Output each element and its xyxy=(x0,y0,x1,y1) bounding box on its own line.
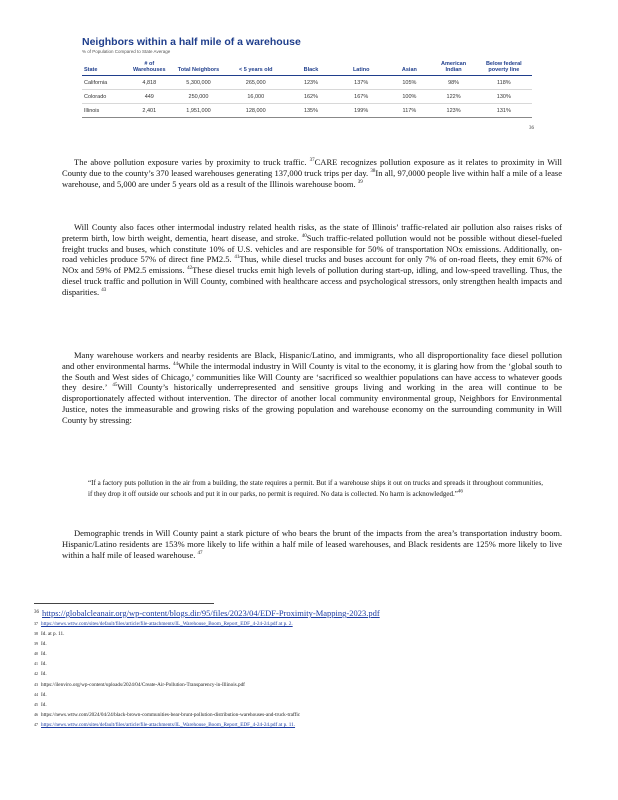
footnote-text: Id. xyxy=(41,661,47,668)
table-cell: 98% xyxy=(431,76,475,90)
footnote-item xyxy=(34,607,594,619)
text-run: In all, 97,0000 people live within half a mile of a lease warehouse, and 5,000 are under 5 years old as a result of the Illinois warehouse boom. xyxy=(62,167,562,189)
paragraph-text xyxy=(62,157,562,189)
footnote-ref: 41 xyxy=(234,255,240,261)
table-cell: 122% xyxy=(431,90,475,104)
table-cell: 5,300,000 xyxy=(172,76,224,90)
text-run: These diesel trucks emit high levels of pollution during start-up, idling, and low-speed travelling. Thus, the diesel truck traffic and pollution in Will County, combined with healthcare access and psychological stressors, only strengthen health impacts and disparities. xyxy=(62,265,563,297)
table-header-row xyxy=(82,60,532,76)
footnote-link[interactable]: https://globalcleanair.org/wp-content/blogs.dir/95/files/2023/04/EDF-Proximity-Mapping-2023.pdf xyxy=(42,608,380,618)
footnote-number: 39 xyxy=(34,641,38,647)
footnote-number: 36 xyxy=(34,610,39,615)
footnote-ref: 43 xyxy=(101,287,107,293)
text-run: Many warehouse workers and nearby residents are Black, Hispanic/Latino, and immigrants, who all disproportionality face diesel pollution and other environmental harms. xyxy=(62,350,562,371)
table-title: Neighbors within a half mile of a warehouse xyxy=(82,36,301,48)
footnote-item xyxy=(34,720,594,730)
table-cell: 123% xyxy=(431,104,475,118)
footnote-ref: 39 xyxy=(357,179,363,185)
paragraph xyxy=(62,528,562,560)
quote-text: “If a factory puts pollution in the air from a building, the state requires a permit. But if a warehouse ships it out on trucks and spreads it throughout communities, if they drop it off outside our schools and put it in our parks, no permit is required. No data is collected. No harm is acknowledged.” xyxy=(88,479,543,498)
col-header: American Indian xyxy=(431,60,475,76)
text-run: CARE recognizes pollution exposure as it relates to proximity in Will County due to the county’s 370 leased warehouses generating 137,000 truck trips per day. xyxy=(62,157,562,178)
footnote-number: 43 xyxy=(34,681,38,687)
footnote-number: 38 xyxy=(34,631,38,637)
footnote-text: https://ilenviro.org/wp-content/uploads/2024/04/Create-Air-Pollution-Transparency-in-Illinois.pdf xyxy=(41,681,245,688)
footnote-item xyxy=(34,649,594,659)
table-cell: 130% xyxy=(476,90,532,104)
paragraph-text xyxy=(62,222,562,298)
footnote-link[interactable]: https://news.wttw.com/sites/default/files/article/file-attachments/IL_Warehouse_Boom_Report_EDF_4-24-24.pdf at p. 2. xyxy=(41,621,293,627)
footnote-number: 37 xyxy=(34,621,38,626)
table-cell: 4,818 xyxy=(126,76,172,90)
footnote-text: Id. xyxy=(41,651,47,658)
table-cell: 117% xyxy=(387,104,431,118)
text-run: Demographic trends in Will County paint a stark picture of who bears the brunt of the impacts from the area’s transportation industry boom. Hispanic/Latino residents are 153% more likely to life within a half mile of leased warehouses, and Black residents are 125% more likely to live within a half mile of leased warehouse. xyxy=(62,528,562,560)
table-cell: 123% xyxy=(287,76,335,90)
footnote-text: Id. xyxy=(41,671,47,678)
footnote-item xyxy=(34,700,594,710)
text-run: While the intermodal industry in Will County is vital to the economy, it is glaring how from the ‘global south to the South and West sides of Chicago,’ communities like Will County are ‘sacrificed so wealthier populations can have access to whatever goods they desire.’ xyxy=(62,360,563,393)
table-cell: 250,000 xyxy=(172,90,224,104)
table-cell: 1,951,000 xyxy=(172,104,224,118)
col-header: Asian xyxy=(387,60,431,76)
table-cell: 199% xyxy=(335,104,387,118)
table-cell: California xyxy=(82,76,126,90)
footnote-number: 41 xyxy=(34,661,38,667)
table-row xyxy=(82,104,532,118)
table-row xyxy=(82,76,532,90)
table-cell: 449 xyxy=(126,90,172,104)
footnote-number: 44 xyxy=(34,691,38,697)
footnote-ref: 42 xyxy=(187,266,193,272)
footnote-item xyxy=(34,629,594,639)
col-header: Black xyxy=(287,60,335,76)
footnote-item xyxy=(34,710,594,720)
footnote-ref: 38 xyxy=(370,168,376,174)
col-header: Below federal poverty line xyxy=(476,60,532,76)
footnote-item xyxy=(34,659,594,669)
footnote-number: 40 xyxy=(34,651,38,657)
table-cell: 16,000 xyxy=(225,90,287,104)
footnote-ref: 40 xyxy=(301,233,307,239)
col-header: Latino xyxy=(335,60,387,76)
table-cell: 128,000 xyxy=(225,104,287,118)
footnote-text: Id. xyxy=(41,641,47,648)
footnote-ref: 46 xyxy=(457,489,463,495)
footnote-ref: 45 xyxy=(112,383,118,389)
table-row xyxy=(82,90,532,104)
block-quote xyxy=(88,478,543,500)
col-header: # of Warehouses xyxy=(126,60,172,76)
paragraph xyxy=(62,222,562,298)
table-cell: 2,401 xyxy=(126,104,172,118)
table-footnote-ref: 36 xyxy=(529,126,534,131)
footnote-ref: 37 xyxy=(309,158,315,164)
text-run: Such traffic-related pollution would not be possible without diesel-fueled freight trucks and buses, which constitute 10% of U.S. vehicles and are responsible for 50% of transportation NOx emissions. Additionally, on-road vehicles produce 57% of direct fine PM2.5. xyxy=(62,232,562,265)
footnote-text: https://news.wttw.com/2024/04/24/black-brown-communities-bear-brunt-pollution-distribution-warehouses-and-truck-traffic xyxy=(41,711,301,718)
table-subtitle: % of Population Compared to State Average xyxy=(82,49,171,54)
paragraph xyxy=(62,350,562,426)
footnote-item xyxy=(34,680,594,690)
footnote-text: Id. at p. 11. xyxy=(41,631,65,638)
footnote-item xyxy=(34,639,594,649)
footnote-number: 45 xyxy=(34,701,38,707)
col-header: State xyxy=(82,60,126,76)
table-cell: 265,000 xyxy=(225,76,287,90)
table-cell: 167% xyxy=(335,90,387,104)
footnotes xyxy=(34,607,594,730)
paragraph-text xyxy=(62,350,562,426)
text-run: Will County also faces other intermodal industry related health risks, as the state of Illinois’ traffic-related air pollution also raises risks of preterm birth, low birth weight, dementia, heart disease, and stroke. xyxy=(62,222,562,243)
footnote-item xyxy=(34,690,594,700)
footnote-text: Id. xyxy=(41,691,47,698)
footnote-text: Id. xyxy=(41,701,47,708)
table-cell: Illinois xyxy=(82,104,126,118)
text-run: Will County’s historically underrepresented and sensitive groups living and working in the area will continue to be disproportionately affected without intervention. The director of another local community environmental group, Neighbors for Environmental Justice, notes the immeasurable and growing risks of the growing population and warehouse economy on the surrounding community in Will County by stressing: xyxy=(62,382,562,425)
paragraph xyxy=(62,157,562,189)
col-header: < 5 years old xyxy=(225,60,287,76)
table-cell: 137% xyxy=(335,76,387,90)
paragraph-text xyxy=(62,528,562,560)
footnote-link[interactable]: https://news.wttw.com/sites/default/files/article/file-attachments/IL_Warehouse_Boom_Report_EDF_4-24-24.pdf at p. 11. xyxy=(41,721,296,728)
table-cell: 100% xyxy=(387,90,431,104)
col-header: Total Neighbors xyxy=(172,60,224,76)
text-run: Thus, while diesel trucks and buses account for only 7% of on-road fleets, they emit 67% of NOx and 59% of PM2.5 emissions. xyxy=(62,254,562,276)
table-cell: 118% xyxy=(476,76,532,90)
table-cell: 162% xyxy=(287,90,335,104)
footnote-divider xyxy=(34,603,214,604)
footnote-ref: 44 xyxy=(173,361,178,367)
table-cell: Colorado xyxy=(82,90,126,104)
footnote-number: 42 xyxy=(34,671,38,677)
footnote-ref: 47 xyxy=(197,550,203,556)
table-cell: 131% xyxy=(476,104,532,118)
demographics-table-block xyxy=(82,36,538,118)
table-cell: 105% xyxy=(387,76,431,90)
table-cell: 135% xyxy=(287,104,335,118)
text-run: The above pollution exposure varies by proximity to truck traffic. xyxy=(74,157,310,167)
footnote-number: 46 xyxy=(34,711,38,717)
footnote-item xyxy=(34,619,594,629)
footnote-item xyxy=(34,669,594,679)
demographics-table xyxy=(82,60,532,118)
footnote-number: 47 xyxy=(34,721,38,727)
